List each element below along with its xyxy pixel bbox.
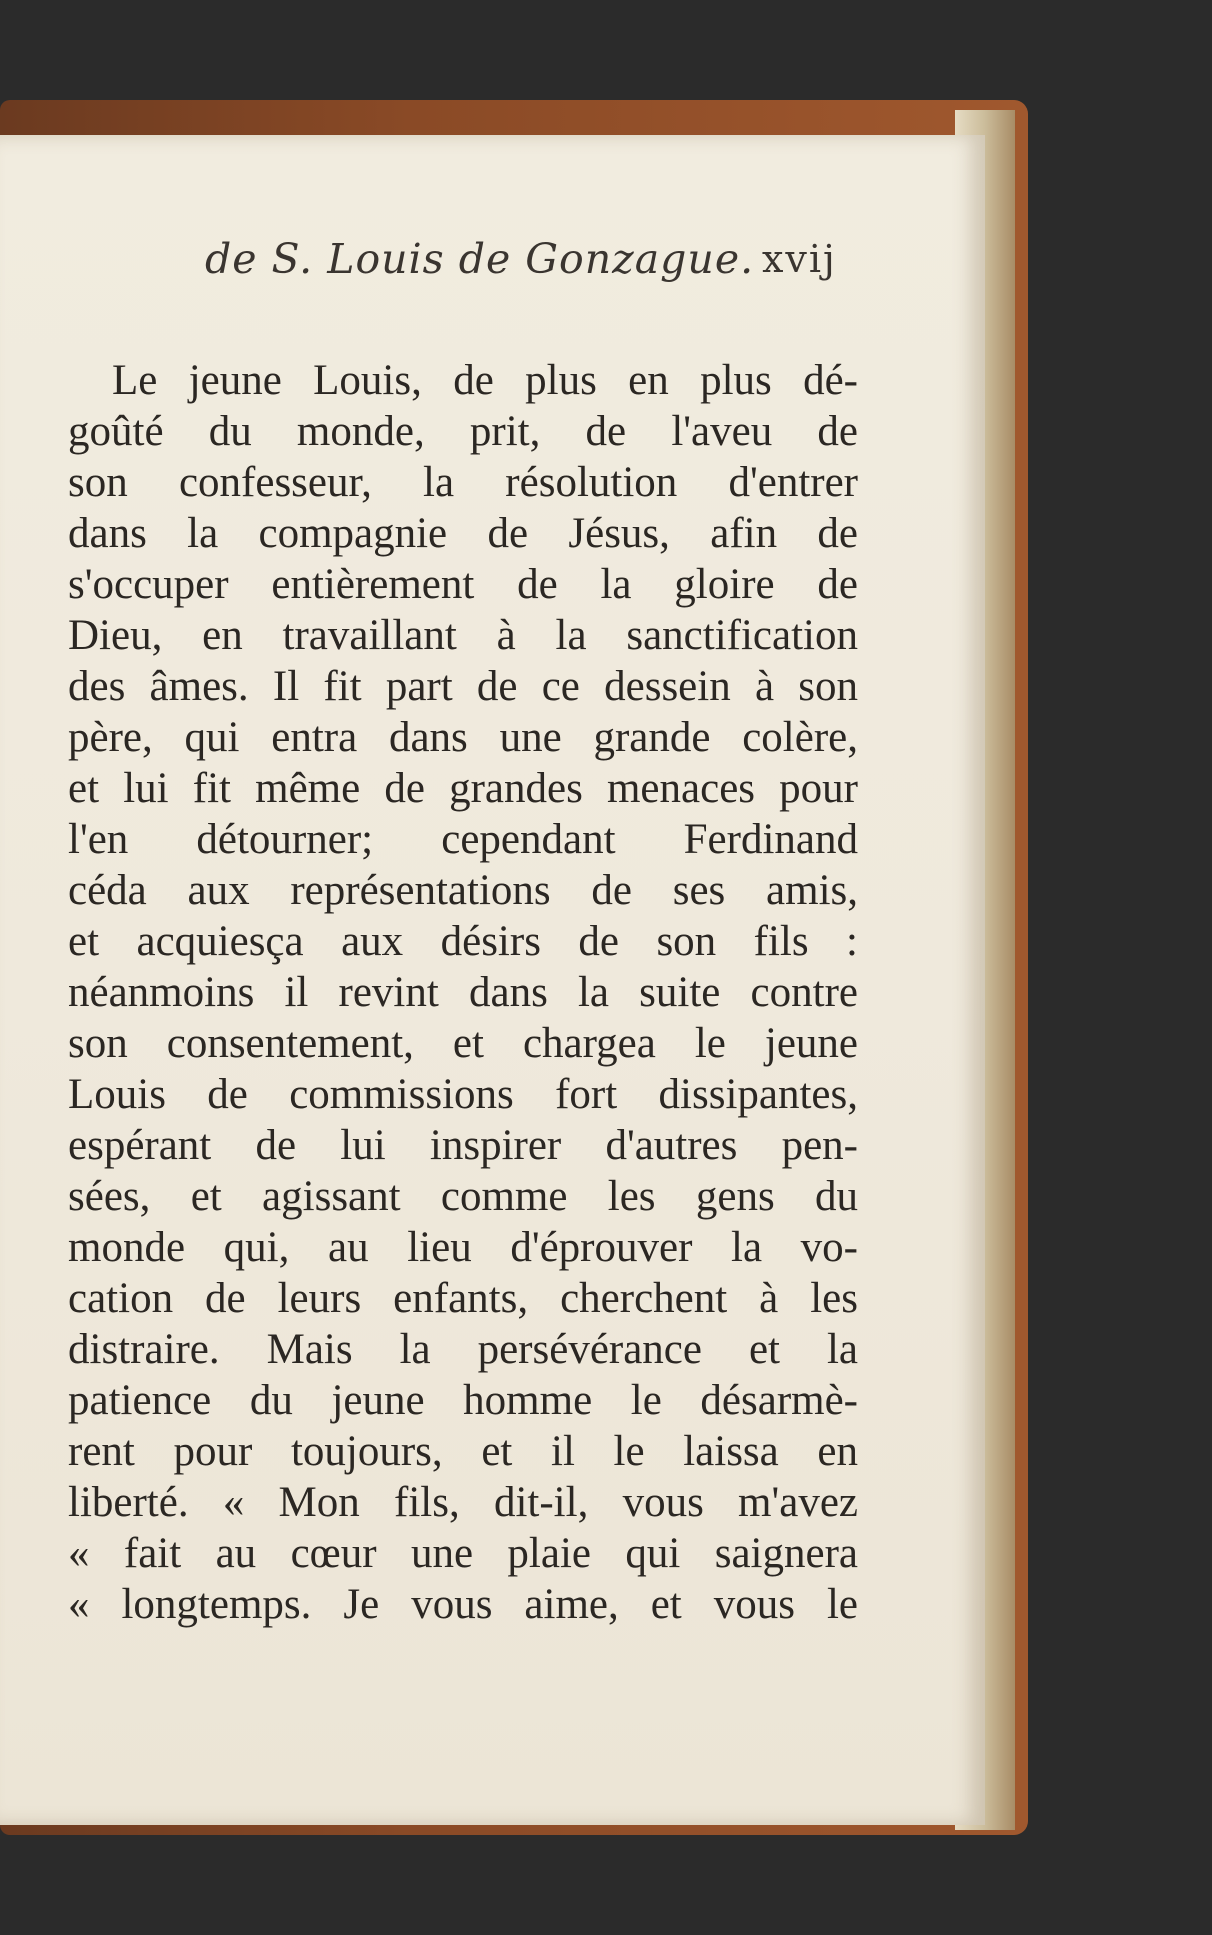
running-title: de S. Louis de Gonzague. <box>205 235 755 283</box>
text-line: goûté du monde, prit, de l'aveu de <box>68 408 858 455</box>
text-line: et lui fit même de grandes menaces pour <box>68 765 858 812</box>
text-line: néanmoins il revint dans la suite contre <box>68 969 858 1016</box>
text-line: rent pour toujours, et il le laissa en <box>68 1428 858 1475</box>
text-line: son confesseur, la résolution d'entrer <box>68 459 858 506</box>
text-line: père, qui entra dans une grande colère, <box>68 714 858 761</box>
text-line: des âmes. Il fit part de ce dessein à son <box>68 663 858 710</box>
text-line: patience du jeune homme le désarmè- <box>68 1377 858 1424</box>
text-line: espérant de lui inspirer d'autres pen- <box>68 1122 858 1169</box>
text-line: sées, et agissant comme les gens du <box>68 1173 858 1220</box>
text-line: liberté. « Mon fils, dit-il, vous m'avez <box>68 1479 858 1526</box>
page-number: xvij <box>762 237 837 281</box>
text-line: Louis de commissions fort dissipantes, <box>68 1071 858 1118</box>
text-line: cation de leurs enfants, cherchent à les <box>68 1275 858 1322</box>
text-line: Le jeune Louis, de plus en plus dé- <box>112 357 858 404</box>
text-line: distraire. Mais la persévérance et la <box>68 1326 858 1373</box>
text-line: « longtemps. Je vous aime, et vous le <box>68 1581 858 1628</box>
text-line: « fait au cœur une plaie qui saignera <box>68 1530 858 1577</box>
text-line: et acquiesça aux désirs de son fils : <box>68 918 858 965</box>
text-line: monde qui, au lieu d'éprouver la vo- <box>68 1224 858 1271</box>
text-line: dans la compagnie de Jésus, afin de <box>68 510 858 557</box>
text-line: Dieu, en travaillant à la sanctification <box>68 612 858 659</box>
text-line: s'occuper entièrement de la gloire de <box>68 561 858 608</box>
text-line: céda aux représentations de ses amis, <box>68 867 858 914</box>
body-text <box>68 355 858 1630</box>
text-line: l'en détourner; cependant Ferdinand <box>68 816 858 863</box>
text-line: son consentement, et chargea le jeune <box>68 1020 858 1067</box>
